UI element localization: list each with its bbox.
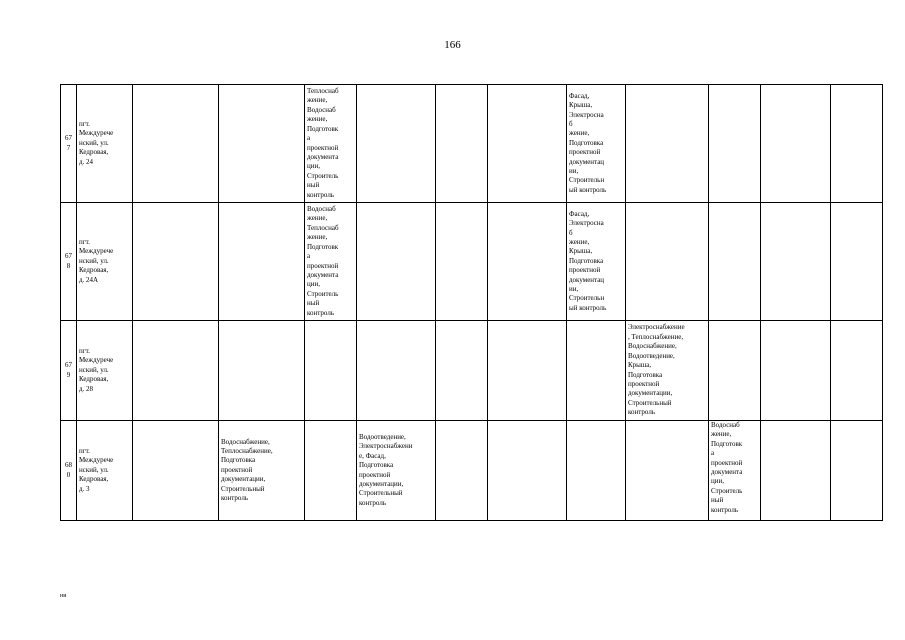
address-cell: пгт. Междурече нский, ул. Кедровая, д. 24А [77, 203, 133, 321]
empty-cell [831, 85, 883, 203]
empty-cell [133, 85, 219, 203]
table-row [61, 85, 883, 203]
table-row [61, 321, 883, 421]
empty-cell [357, 203, 436, 321]
works-cell: Водоснабжение, Теплоснабжение, Подготовка проектной документации, Строительный контроль [219, 421, 305, 521]
table-row [61, 203, 883, 321]
empty-cell [709, 321, 761, 421]
works-cell: Водоснаб жение, Подготовк а проектной документа ции, Строитель ный контроль [709, 421, 761, 521]
empty-cell [567, 421, 626, 521]
empty-cell [488, 321, 567, 421]
address-cell: пгт. Междурече нский, ул. Кедровая, д. 28 [77, 321, 133, 421]
works-cell: Фасад, Электросна б жение, Крыша, Подготовка проектной документац ии, Строительн ый контроль [567, 203, 626, 321]
empty-cell [488, 421, 567, 521]
works-table [60, 84, 883, 521]
address-cell: пгт. Междурече нский, ул. Кедровая, д. 24 [77, 85, 133, 203]
empty-cell [761, 321, 831, 421]
works-cell: Водоснаб жение, Теплоснаб жение, Подготовк а проектной документа ции, Строитель ный контроль [305, 203, 357, 321]
works-cell: Теплоснаб жение, Водоснаб жение, Подготовк а проектной документа ции, Строитель ный контроль [305, 85, 357, 203]
address-cell: пгт. Междурече нский, ул. Кедровая, д. 3 [77, 421, 133, 521]
empty-cell [761, 85, 831, 203]
empty-cell [219, 321, 305, 421]
empty-cell [626, 421, 709, 521]
empty-cell [219, 85, 305, 203]
empty-cell [567, 321, 626, 421]
works-cell: Водоотведение, Электроснабжени е, Фасад, Подготовка проектной документации, Строительный контроль [357, 421, 436, 521]
empty-cell [436, 421, 488, 521]
empty-cell [436, 321, 488, 421]
empty-cell [219, 203, 305, 321]
empty-cell [626, 203, 709, 321]
empty-cell [488, 203, 567, 321]
works-cell: Фасад, Крыша, Электросна б жение, Подготовка проектной документац ии, Строительн ый контроль [567, 85, 626, 203]
empty-cell [133, 321, 219, 421]
empty-cell [831, 421, 883, 521]
empty-cell [709, 203, 761, 321]
empty-cell [488, 85, 567, 203]
empty-cell [709, 85, 761, 203]
table-row [61, 421, 883, 521]
empty-cell [436, 85, 488, 203]
empty-cell [831, 203, 883, 321]
empty-cell [133, 421, 219, 521]
empty-cell [133, 203, 219, 321]
row-number: 67 7 [61, 85, 77, 203]
page-number: 166 [444, 39, 461, 51]
empty-cell [761, 203, 831, 321]
empty-cell [436, 203, 488, 321]
empty-cell [357, 85, 436, 203]
empty-cell [626, 85, 709, 203]
row-number: 67 8 [61, 203, 77, 321]
row-number: 67 9 [61, 321, 77, 421]
row-number: 68 0 [61, 421, 77, 521]
works-cell: Электроснабжение , Теплоснабжение, Водоснабжение, Водоотведение, Крыша, Подготовка проектной документации, Строительный контроль [626, 321, 709, 421]
footer-text: ни [60, 593, 67, 599]
empty-cell [305, 421, 357, 521]
empty-cell [761, 421, 831, 521]
empty-cell [357, 321, 436, 421]
empty-cell [831, 321, 883, 421]
empty-cell [305, 321, 357, 421]
